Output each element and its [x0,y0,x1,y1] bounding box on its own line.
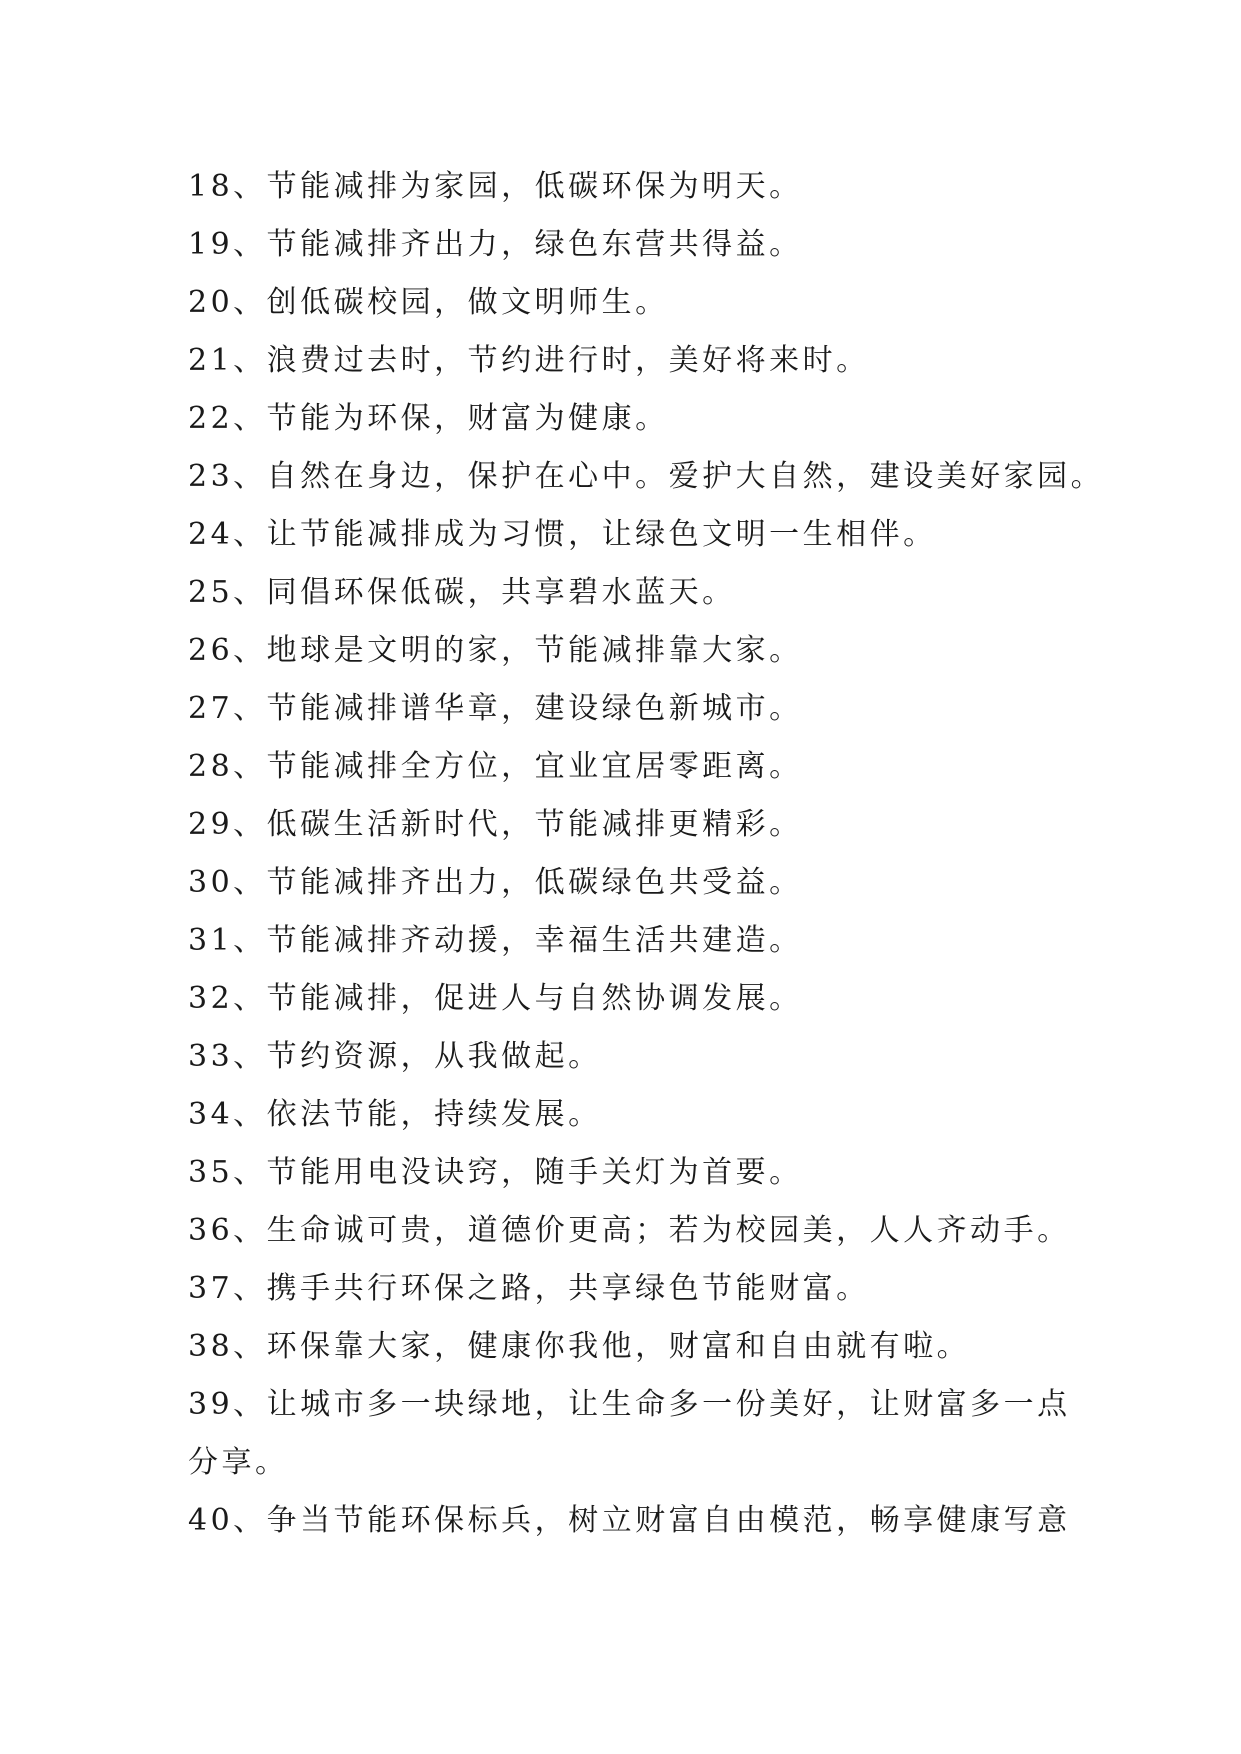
list-item: 33、节约资源，从我做起。 [188,1039,602,1074]
list-item: 31、节能减排齐动援，幸福生活共建造。 [188,923,803,958]
list-item: 25、同倡环保低碳，共享碧水蓝天。 [188,575,736,610]
list-item: 27、节能减排谱华章，建设绿色新城市。 [188,691,803,726]
list-item: 34、依法节能，持续发展。 [188,1097,602,1132]
list-item: 18、节能减排为家园，低碳环保为明天。 [188,169,803,204]
list-item: 29、低碳生活新时代，节能减排更精彩。 [188,807,803,842]
list-item: 40、争当节能环保标兵，树立财富自由模范，畅享健康写意 [188,1503,1071,1538]
list-item: 23、自然在身边，保护在心中。爱护大自然，建设美好家园。 [188,459,1105,494]
list-item: 38、环保靠大家，健康你我他，财富和自由就有啦。 [188,1329,971,1364]
list-item: 35、节能用电没诀窍，随手关灯为首要。 [188,1155,803,1190]
list-item: 24、让节能减排成为习惯，让绿色文明一生相伴。 [188,517,937,552]
list-item: 21、浪费过去时，节约进行时，美好将来时。 [188,343,870,378]
list-item: 39、让城市多一块绿地，让生命多一份美好，让财富多一点 [188,1387,1071,1422]
list-item: 22、节能为环保，财富为健康。 [188,401,669,436]
list-item: 26、地球是文明的家，节能减排靠大家。 [188,633,803,668]
list-item: 19、节能减排齐出力，绿色东营共得益。 [188,227,803,262]
list-item: 30、节能减排齐出力，低碳绿色共受益。 [188,865,803,900]
list-item: 20、创低碳校园，做文明师生。 [188,285,669,320]
list-item: 32、节能减排，促进人与自然协调发展。 [188,981,803,1016]
list-item: 36、生命诚可贵，道德价更高；若为校园美，人人齐动手。 [188,1213,1071,1248]
list-item: 28、节能减排全方位，宜业宜居零距离。 [188,749,803,784]
list-item-continuation: 分享。 [188,1445,289,1480]
slogan-list [188,158,1105,1550]
list-item: 37、携手共行环保之路，共享绿色节能财富。 [188,1271,870,1306]
